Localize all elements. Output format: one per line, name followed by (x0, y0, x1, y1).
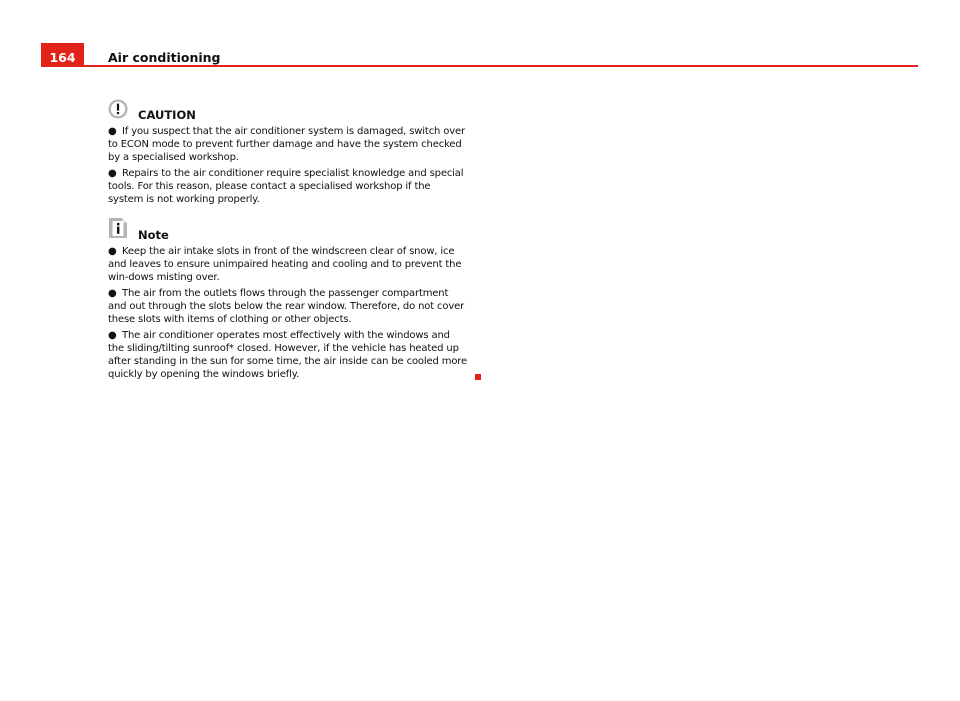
info-document-icon (108, 217, 128, 242)
caution-heading-text: CAUTION (138, 108, 196, 122)
caution-item-text: If you suspect that the air conditioner system is damaged, switch over to ECON mode to prevent further damage and have the system checked by a specialised workshop. (108, 126, 465, 163)
bullet-icon: ● (108, 246, 117, 257)
note-item (108, 245, 468, 284)
bullet-icon: ● (108, 288, 117, 299)
bullet-icon: ● (108, 126, 117, 137)
caution-block (108, 100, 468, 206)
note-item (108, 329, 468, 381)
header-rule (84, 65, 918, 67)
note-item-text: The air conditioner operates most effectively with the windows and the sliding/tilting sunroof* closed. However, if the vehicle has heated up after standing in the sun for some time, the air inside can be cooled more quickly by opening the windows briefly. (108, 330, 468, 380)
bullet-icon: ● (108, 330, 117, 341)
note-item-text: The air from the outlets flows through the passenger compartment and out through the slots below the rear window. Therefore, do not cover these slots with items of clothing or other objects. (108, 288, 465, 325)
page-number: 164 (41, 43, 84, 67)
caution-item (108, 125, 468, 164)
note-heading-text: Note (138, 228, 169, 242)
exclamation-circle-icon (108, 99, 128, 122)
note-heading (108, 220, 468, 242)
note-block (108, 220, 468, 381)
end-of-section-square-icon (475, 374, 481, 380)
note-item (108, 287, 468, 326)
page-content (108, 100, 468, 384)
note-item-text: Keep the air intake slots in front of the windscreen clear of snow, ice and leaves to ensure unimpaired heating and cooling and to prevent the win-dows misting over. (108, 246, 462, 283)
section-title: Air conditioning (108, 50, 221, 65)
caution-heading (108, 100, 468, 122)
bullet-icon: ● (108, 168, 117, 179)
caution-item-text: Repairs to the air conditioner require specialist knowledge and special tools. For this reason, please contact a specialised workshop if the system is not working properly. (108, 168, 464, 205)
caution-item (108, 167, 468, 206)
